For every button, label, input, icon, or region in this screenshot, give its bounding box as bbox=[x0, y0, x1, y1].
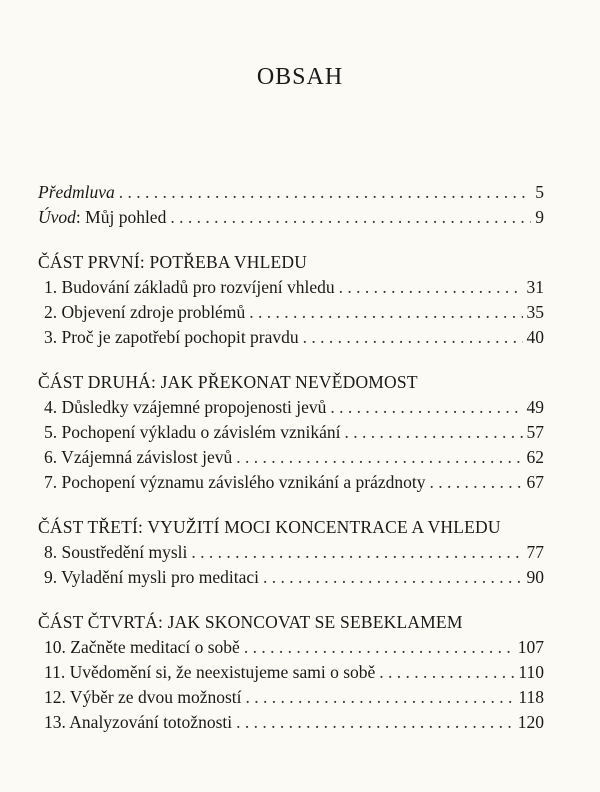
leader-dots bbox=[330, 395, 522, 420]
toc-entry-label: 12. Výběr ze dvou možností bbox=[44, 687, 242, 707]
toc-entry-label: 10. Začněte meditací o sobě bbox=[44, 637, 240, 657]
leader-dots bbox=[303, 325, 523, 350]
toc-entry-label: 6. Vzájemná závislost jevů bbox=[44, 447, 233, 467]
toc-page-number: 57 bbox=[526, 422, 544, 442]
toc-entry-label: 5. Pochopení výkladu o závislém vznikání bbox=[44, 422, 341, 442]
toc-page-number: 90 bbox=[526, 567, 544, 587]
toc-chapter-entry bbox=[38, 470, 544, 495]
toc-page-number: 40 bbox=[526, 327, 544, 347]
toc-entry-label: 3. Proč je zapotřebí pochopit pravdu bbox=[44, 327, 299, 347]
page-title: OBSAH bbox=[256, 64, 344, 90]
toc-entry-label: 7. Pochopení významu závislého vznikání a prázdnoty bbox=[44, 472, 426, 492]
toc-chapter-entry bbox=[38, 635, 544, 660]
toc-chapter-entry bbox=[38, 540, 544, 565]
leader-dots bbox=[263, 565, 523, 590]
toc-page-number: 67 bbox=[526, 472, 544, 492]
toc-page-number: 9 bbox=[535, 207, 544, 227]
toc-entry-label: 11. Uvědomění si, že neexistujeme sami o sobě bbox=[44, 662, 376, 682]
leader-dots bbox=[246, 685, 515, 710]
toc-chapter-entry bbox=[38, 420, 544, 445]
part-heading: ČÁST PRVNÍ: POTŘEBA VHLEDU bbox=[38, 252, 308, 272]
toc-page-number: 49 bbox=[526, 397, 544, 417]
toc-entry-label: 2. Objevení zdroje problémů bbox=[44, 302, 246, 322]
toc-entry-uvod bbox=[38, 205, 544, 230]
toc-entry-label: 4. Důsledky vzájemné propojenosti jevů bbox=[44, 397, 327, 417]
toc-page-number: 62 bbox=[526, 447, 544, 467]
leader-dots bbox=[344, 420, 522, 445]
leader-dots bbox=[379, 660, 514, 685]
toc-page-number: 107 bbox=[517, 637, 544, 657]
toc-entry-label: Úvod bbox=[38, 207, 76, 227]
toc-chapter-entry bbox=[38, 685, 544, 710]
toc-entry-label: Předmluva bbox=[38, 182, 115, 202]
toc-chapter-entry bbox=[38, 325, 544, 350]
part-heading: ČÁST ČTVRTÁ: JAK SKONCOVAT SE SEBEKLAMEM bbox=[38, 612, 463, 632]
toc-chapter-entry bbox=[38, 565, 544, 590]
toc-page-number: 31 bbox=[526, 277, 544, 297]
leader-dots bbox=[249, 300, 522, 325]
leader-dots bbox=[191, 540, 522, 565]
table-of-contents bbox=[38, 180, 544, 735]
toc-page-number: 5 bbox=[535, 182, 544, 202]
toc-entry-predmluva bbox=[38, 180, 544, 205]
part-heading: ČÁST DRUHÁ: JAK PŘEKONAT NEVĚDOMOST bbox=[38, 372, 418, 392]
toc-entry-label: 8. Soustředění mysli bbox=[44, 542, 188, 562]
leader-dots bbox=[430, 470, 523, 495]
toc-entry-label-rest: : Můj pohled bbox=[75, 207, 167, 227]
leader-dots bbox=[244, 635, 514, 660]
toc-chapter-entry bbox=[38, 275, 544, 300]
toc-chapter-entry bbox=[38, 445, 544, 470]
toc-page-number: 110 bbox=[518, 662, 544, 682]
toc-entry-label: 13. Analyzování totožnosti bbox=[44, 712, 233, 732]
leader-dots bbox=[236, 710, 514, 735]
toc-chapter-entry bbox=[38, 395, 544, 420]
toc-page-number: 120 bbox=[517, 712, 544, 732]
toc-chapter-entry bbox=[38, 300, 544, 325]
leader-dots bbox=[119, 180, 531, 205]
toc-entry-label: 9. Vyladění mysli pro meditaci bbox=[44, 567, 259, 587]
toc-page-number: 118 bbox=[518, 687, 544, 707]
leader-dots bbox=[339, 275, 523, 300]
toc-page-number: 35 bbox=[526, 302, 544, 322]
toc-chapter-entry bbox=[38, 710, 544, 735]
toc-entry-label: 1. Budování základů pro rozvíjení vhledu bbox=[44, 277, 335, 297]
toc-page-number: 77 bbox=[526, 542, 544, 562]
leader-dots bbox=[170, 205, 531, 230]
toc-chapter-entry bbox=[38, 660, 544, 685]
leader-dots bbox=[236, 445, 522, 470]
part-heading: ČÁST TŘETÍ: VYUŽITÍ MOCI KONCENTRACE A VHLEDU bbox=[38, 517, 501, 537]
